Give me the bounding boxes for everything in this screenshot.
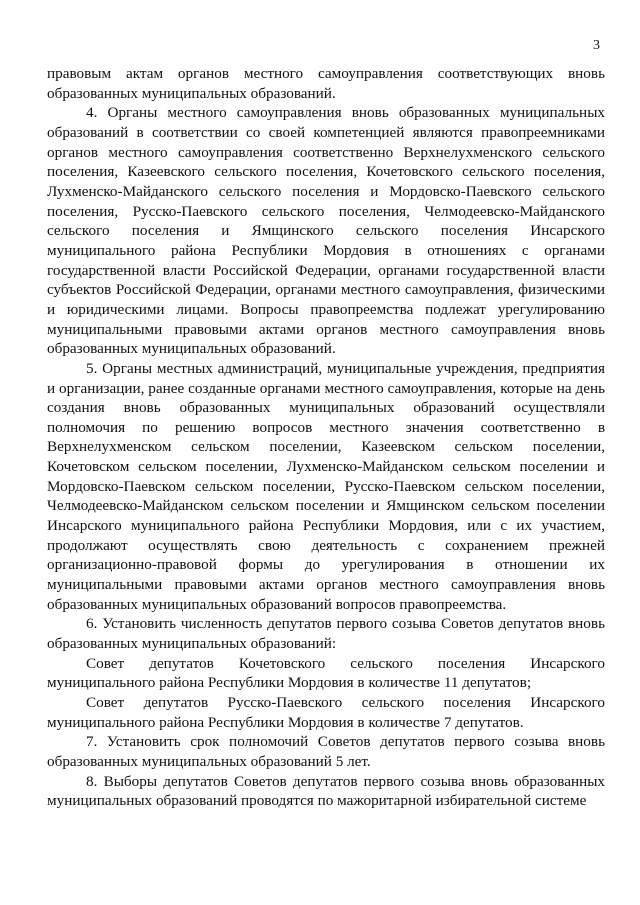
paragraph-item-7: 7. Установить срок полномочий Советов депутатов первого созыва вновь образованных муниципальных образований 5 лет. — [47, 733, 605, 770]
paragraph-item-8: 8. Выборы депутатов Советов депутатов первого созыва вновь образованных муниципальных образований проводятся по мажоритарной избирательной системе — [47, 772, 605, 810]
page-number: 3 — [593, 38, 600, 53]
paragraph-continuation: правовым актам органов местного самоуправления соответствующих вновь образованных муниципальных образований. — [47, 65, 605, 102]
document-body — [47, 64, 605, 811]
paragraph-item-4: 4. Органы местного самоуправления вновь образованных муниципальных образований в соответствии со своей компетенцией являются правопреемниками органов местного самоуправления соответственно Верхнелухменского сельского поселения, Казеевского сельского поселения, Кочетовского сельского поселения, Лухменско-Майданского сельского поселения и Мордовско-Паевского сельского поселения, Русско-Паевского сельского поселения, Челмодеевско-Майданского сельского поселения и Ямщинского сельского поселения Инсарского муниципального района Республики Мордовия в отношениях с органами государственной власти Российской Федерации, органами государственной власти субъектов Российской Федерации, органами местного самоуправления, физическими и юридическими лицами. Вопросы правопреемства подлежат урегулированию муниципальными правовыми актами органов местного самоуправления вновь образованных муниципальных образований. — [47, 104, 605, 358]
paragraph-item-6-council-kochetovskoe: Совет депутатов Кочетовского сельского поселения Инсарского муниципального района Республики Мордовия в количестве 11 депутатов; — [47, 654, 605, 692]
paragraph-item-5: 5. Органы местных администраций, муниципальные учреждения, предприятия и организации, ранее созданные органами местного самоуправления, которые на день создания вновь образованных муниципальных образований осуществляли полномочия по решению вопросов местного значения соответственно в Верхнелухменском сельском поселении, Казеевском сельском поселении, Кочетовском сельском поселении, Лухменско-Майданском сельском поселении и Мордовско-Паевском сельском поселении, Русско-Паевском сельском поселении, Челмодеевско-Майданском сельском поселении и Ямщинском сельском поселении Инсарского муниципального района Республики Мордовия, или с их участием, продолжают осуществлять свою деятельность с сохранением прежней организационно-правовой формы до урегулирования в отношении их муниципальными правовыми актами органов местного самоуправления вновь образованных муниципальных образований вопросов правопреемства. — [47, 359, 605, 613]
paragraph-item-6: 6. Установить численность депутатов первого созыва Советов депутатов вновь образованных муниципальных образований: — [47, 615, 605, 653]
paragraph-item-6-council-russko-paevskoe: Совет депутатов Русско-Паевского сельского поселения Инсарского муниципального района Республики Мордовия в количестве 7 депутатов. — [47, 694, 605, 731]
